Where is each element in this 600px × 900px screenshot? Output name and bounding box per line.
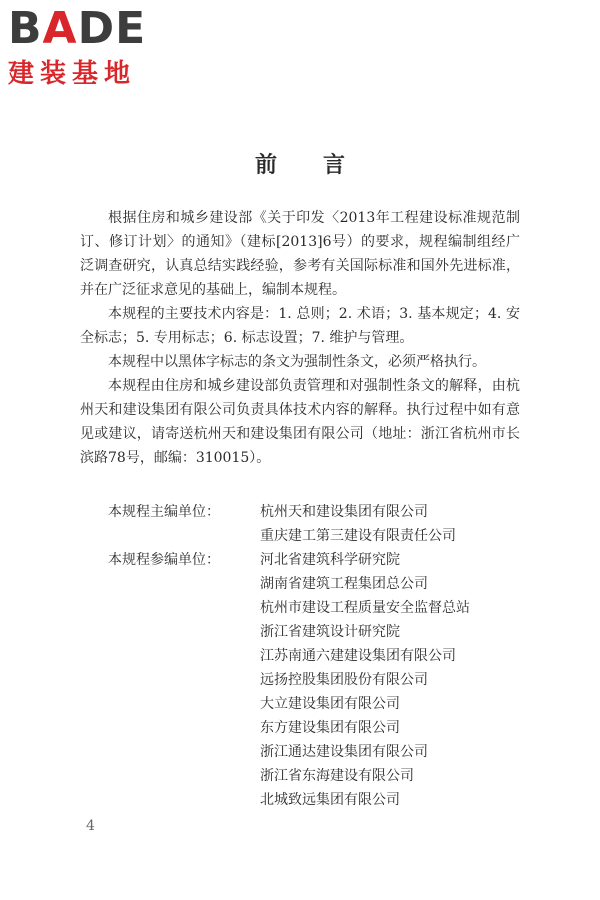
participating-unit-row (80, 788, 520, 812)
participating-unit-name: 大立建设集团有限公司 (260, 696, 400, 712)
participating-unit-name: 浙江通达建设集团有限公司 (260, 744, 428, 760)
participating-unit-name: 河北省建筑科学研究院 (260, 552, 400, 568)
chief-unit-name: 重庆建工第三建设有限责任公司 (260, 528, 456, 544)
page-title: 前言 (254, 152, 391, 178)
logo-subtitle: 建装基地 (8, 59, 137, 89)
logo-letter-b: B (8, 3, 43, 54)
bade-logo (8, 4, 178, 90)
preface-paragraph-1: 根据住房和城乡建设部《关于印发〈2013年工程建设标准规范制订、修订计划〉的通知》（建标[2013]6号）的要求，规程编制组经广泛调查研究，认真总结实践经验，参考有关国际标准和国外先进标准，并在广泛征求意见的基础上，编制本规程。 (80, 210, 520, 298)
logo-letters-de: DE (77, 3, 147, 54)
participating-units-label: 本规程参编单位： (108, 552, 220, 568)
participating-unit-name: 北城致远集团有限公司 (260, 792, 400, 808)
chief-unit-row (80, 500, 520, 524)
participating-unit-row (80, 764, 520, 788)
participating-unit-row (80, 692, 520, 716)
participating-unit-name: 浙江省建筑设计研究院 (260, 624, 400, 640)
participating-unit-row (80, 572, 520, 596)
preface-paragraph-3: 本规程中以黑体字标志的条文为强制性条文，必须严格执行。 (108, 354, 486, 370)
preface-body (80, 206, 520, 470)
preface-paragraph-2: 本规程的主要技术内容是：1. 总则；2. 术语；3. 基本规定；4. 安全标志；5. 专用标志；6. 标志设置；7. 维护与管理。 (80, 306, 520, 346)
page-number: 4 (86, 818, 95, 834)
preface-paragraph-4: 本规程由住房和城乡建设部负责管理和对强制性条文的解释，由杭州天和建设集团有限公司负责具体技术内容的解释。执行过程中如有意见或建议，请寄送杭州天和建设集团有限公司（地址：浙江省杭州市长滨路78号，邮编：310015）。 (80, 378, 520, 466)
participating-unit-row (80, 548, 520, 572)
participating-unit-name: 远扬控股集团股份有限公司 (260, 672, 428, 688)
participating-unit-name: 江苏南通六建建设集团有限公司 (260, 648, 456, 664)
participating-unit-row (80, 716, 520, 740)
participating-unit-row (80, 644, 520, 668)
chief-unit-name: 杭州天和建设集团有限公司 (260, 504, 428, 520)
units-list (80, 500, 520, 812)
logo-wordmark (8, 4, 178, 54)
chief-unit-row (80, 524, 520, 548)
participating-unit-name: 东方建设集团有限公司 (260, 720, 400, 736)
participating-unit-name: 浙江省东海建设有限公司 (260, 768, 414, 784)
participating-unit-row (80, 620, 520, 644)
participating-unit-name: 杭州市建设工程质量安全监督总站 (260, 600, 470, 616)
participating-unit-row (80, 740, 520, 764)
participating-unit-name: 湖南省建筑工程集团总公司 (260, 576, 428, 592)
logo-letter-a: A (42, 3, 78, 54)
participating-unit-row (80, 596, 520, 620)
participating-unit-row (80, 668, 520, 692)
chief-units-label: 本规程主编单位： (108, 504, 220, 520)
